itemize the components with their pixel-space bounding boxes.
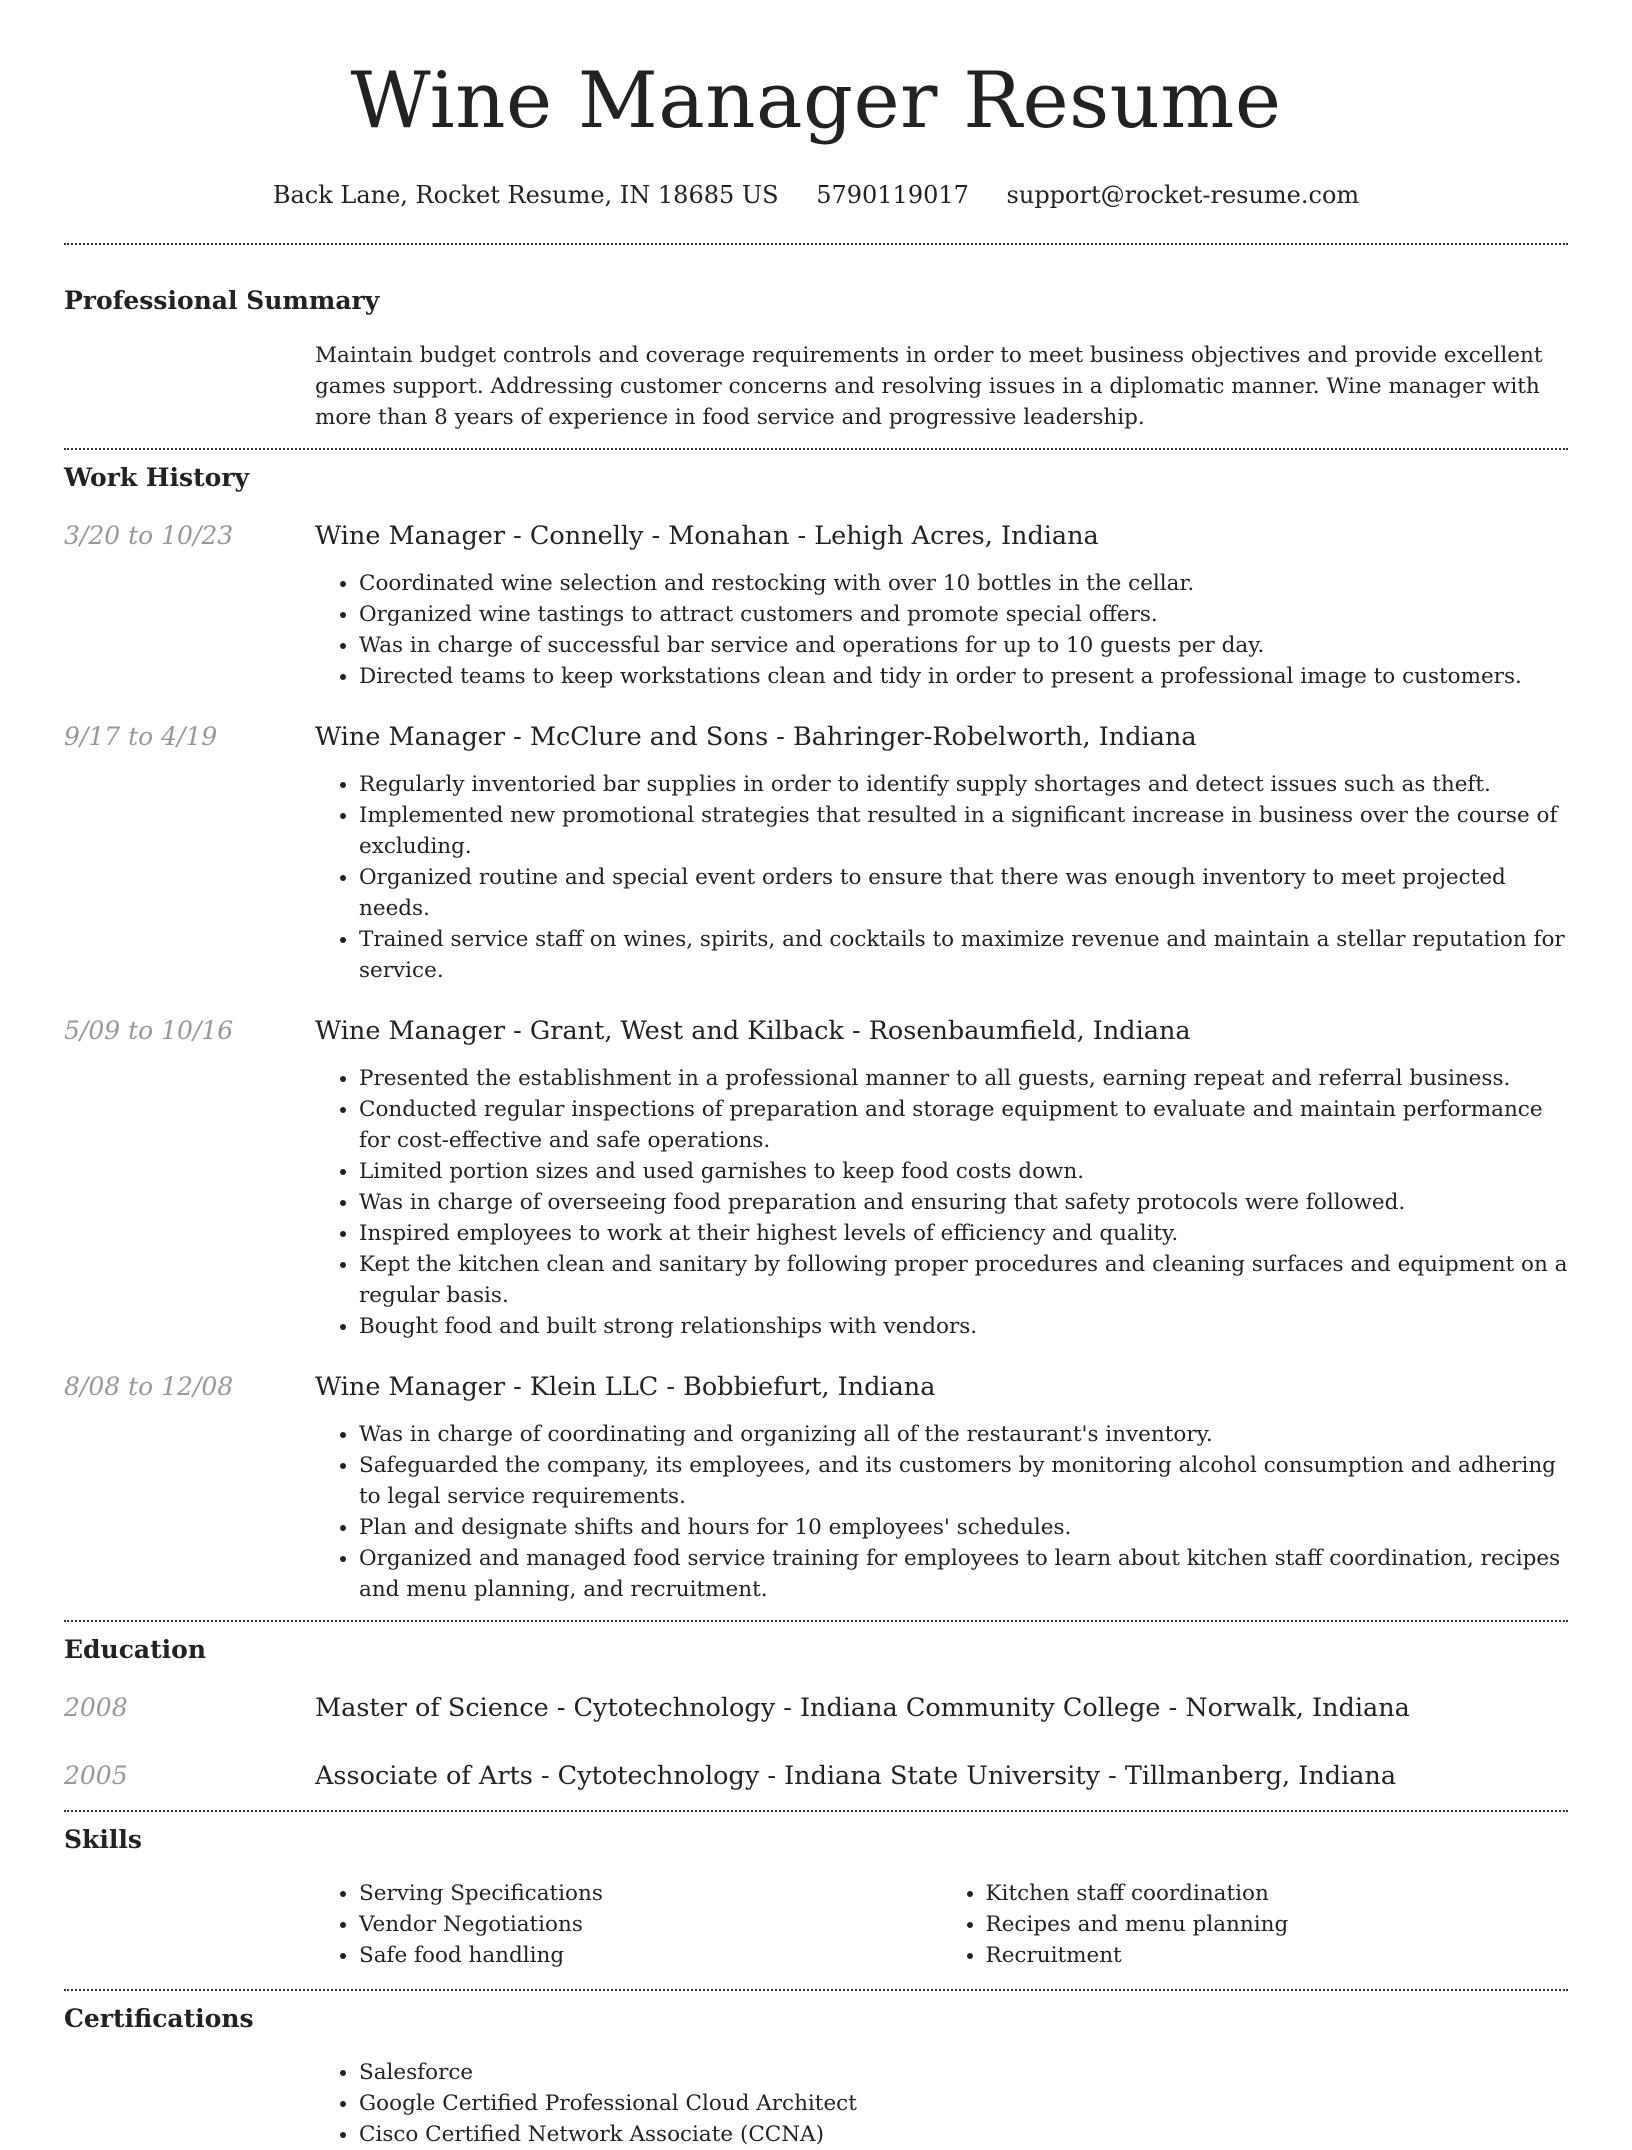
work-history-section <box>64 462 1568 1605</box>
list-item: • Kept the kitchen clean and sanitary by following proper procedures and cleaning surfaces and equipment on a regular basis. <box>359 1249 1568 1311</box>
certification-item: • Google Certified Professional Cloud Architect <box>359 2088 1568 2119</box>
divider <box>64 243 1568 245</box>
skills-section <box>64 1824 1568 1971</box>
list-item: • Conducted regular inspections of preparation and storage equipment to evaluate and maintain performance for cost-effective and safe operations. <box>359 1094 1568 1156</box>
skills-column-right <box>942 1878 1569 1971</box>
section-heading-work-history: Work History <box>64 463 250 492</box>
list-item: • Was in charge of overseeing food preparation and ensuring that safety protocols were followed. <box>359 1187 1568 1218</box>
skills-column-left <box>315 1878 942 1971</box>
list-item: • Organized routine and special event orders to ensure that there was enough inventory to meet projected needs. <box>359 862 1568 924</box>
job-title: Wine Manager - Klein LLC - Bobbiefurt, Indiana <box>315 1372 936 1402</box>
job-entry <box>64 1371 1568 1605</box>
resume-title: Wine Manager Resume <box>350 56 1282 146</box>
list-item: • Organized and managed food service training for employees to learn about kitchen staff coordination, recipes and menu planning, and recruitment. <box>359 1543 1568 1605</box>
certifications-section <box>64 2003 1568 2150</box>
job-entry <box>64 520 1568 692</box>
list-item: • Plan and designate shifts and hours for 10 employees' schedules. <box>359 1512 1568 1543</box>
section-heading-skills: Skills <box>64 1825 142 1854</box>
education-entry <box>64 1760 1568 1792</box>
contact-phone: 5790119017 <box>816 181 969 209</box>
contact-email: support@rocket-resume.com <box>1006 181 1360 209</box>
contact-line <box>64 180 1568 210</box>
education-entry <box>64 1692 1568 1724</box>
divider <box>64 448 1568 450</box>
divider <box>64 1620 1568 1622</box>
list-item: • Directed teams to keep workstations clean and tidy in order to present a professional image to customers. <box>359 661 1568 692</box>
job-bullets <box>315 1419 1568 1605</box>
job-title: Wine Manager - Grant, West and Kilback - Rosenbaumfield, Indiana <box>315 1016 1191 1046</box>
job-dates: 3/20 to 10/23 <box>64 521 234 550</box>
list-item: • Inspired employees to work at their highest levels of efficiency and quality. <box>359 1218 1568 1249</box>
section-heading-education: Education <box>64 1635 207 1664</box>
list-item: • Limited portion sizes and used garnishes to keep food costs down. <box>359 1156 1568 1187</box>
list-item: • Bought food and built strong relationships with vendors. <box>359 1311 1568 1342</box>
job-header <box>64 1371 1568 1403</box>
list-item: • Presented the establishment in a professional manner to all guests, earning repeat and referral business. <box>359 1063 1568 1094</box>
skills-list <box>315 1878 1568 1971</box>
job-dates: 8/08 to 12/08 <box>64 1372 234 1401</box>
certifications-list <box>315 2057 1568 2150</box>
list-item: • Safeguarded the company, its employees, and its customers by monitoring alcohol consumption and adhering to legal service requirements. <box>359 1450 1568 1512</box>
education-section <box>64 1634 1568 1792</box>
skill-item: • Serving Specifications <box>359 1878 942 1909</box>
education-year: 2008 <box>64 1693 128 1722</box>
resume-page <box>64 0 1568 2150</box>
skill-item: • Vendor Negotiations <box>359 1909 942 1940</box>
job-bullets <box>315 1063 1568 1342</box>
divider <box>64 1810 1568 1812</box>
job-title: Wine Manager - McClure and Sons - Bahringer-Robelworth, Indiana <box>315 722 1197 752</box>
job-dates: 5/09 to 10/16 <box>64 1016 234 1045</box>
certification-item: • Cisco Certified Network Associate (CCNA) <box>359 2119 1568 2150</box>
list-item: • Was in charge of coordinating and organizing all of the restaurant's inventory. <box>359 1419 1568 1450</box>
job-entry <box>64 1015 1568 1342</box>
job-header <box>64 520 1568 552</box>
certification-item: • Salesforce <box>359 2057 1568 2088</box>
education-title: Associate of Arts - Cytotechnology - Indiana State University - Tillmanberg, Indiana <box>315 1761 1397 1791</box>
summary-text: Maintain budget controls and coverage requirements in order to meet business objectives and provide excellent games support. Addressing customer concerns and resolving issues in a diplomatic manner. Wine manager with more than 8 years of experience in food service and progressive leadership. <box>315 343 1543 430</box>
summary-body <box>315 340 1568 433</box>
job-dates: 9/17 to 4/19 <box>64 722 218 751</box>
job-header <box>64 1015 1568 1047</box>
job-header <box>64 721 1568 753</box>
job-entry <box>64 721 1568 986</box>
skill-item: • Recipes and menu planning <box>986 1909 1569 1940</box>
skill-item: • Safe food handling <box>359 1940 942 1971</box>
list-item: • Coordinated wine selection and restocking with over 10 bottles in the cellar. <box>359 568 1568 599</box>
contact-address: Back Lane, Rocket Resume, IN 18685 US <box>272 181 779 209</box>
summary-section <box>64 285 1568 433</box>
list-item: • Trained service staff on wines, spirits, and cocktails to maximize revenue and maintain a stellar reputation for service. <box>359 924 1568 986</box>
list-item: • Regularly inventoried bar supplies in order to identify supply shortages and detect issues such as theft. <box>359 769 1568 800</box>
education-year: 2005 <box>64 1761 128 1790</box>
list-item: • Organized wine tastings to attract customers and promote special offers. <box>359 599 1568 630</box>
skill-item: • Recruitment <box>986 1940 1569 1971</box>
job-bullets <box>315 769 1568 986</box>
list-item: • Was in charge of successful bar service and operations for up to 10 guests per day. <box>359 630 1568 661</box>
skill-item: • Kitchen staff coordination <box>986 1878 1569 1909</box>
section-heading-summary: Professional Summary <box>64 286 380 315</box>
list-item: • Implemented new promotional strategies that resulted in a significant increase in business over the course of excluding. <box>359 800 1568 862</box>
job-bullets <box>315 568 1568 692</box>
divider <box>64 1989 1568 1991</box>
section-heading-certifications: Certifications <box>64 2004 254 2033</box>
job-title: Wine Manager - Connelly - Monahan - Lehigh Acres, Indiana <box>315 521 1099 551</box>
education-title: Master of Science - Cytotechnology - Indiana Community College - Norwalk, Indiana <box>315 1693 1410 1723</box>
